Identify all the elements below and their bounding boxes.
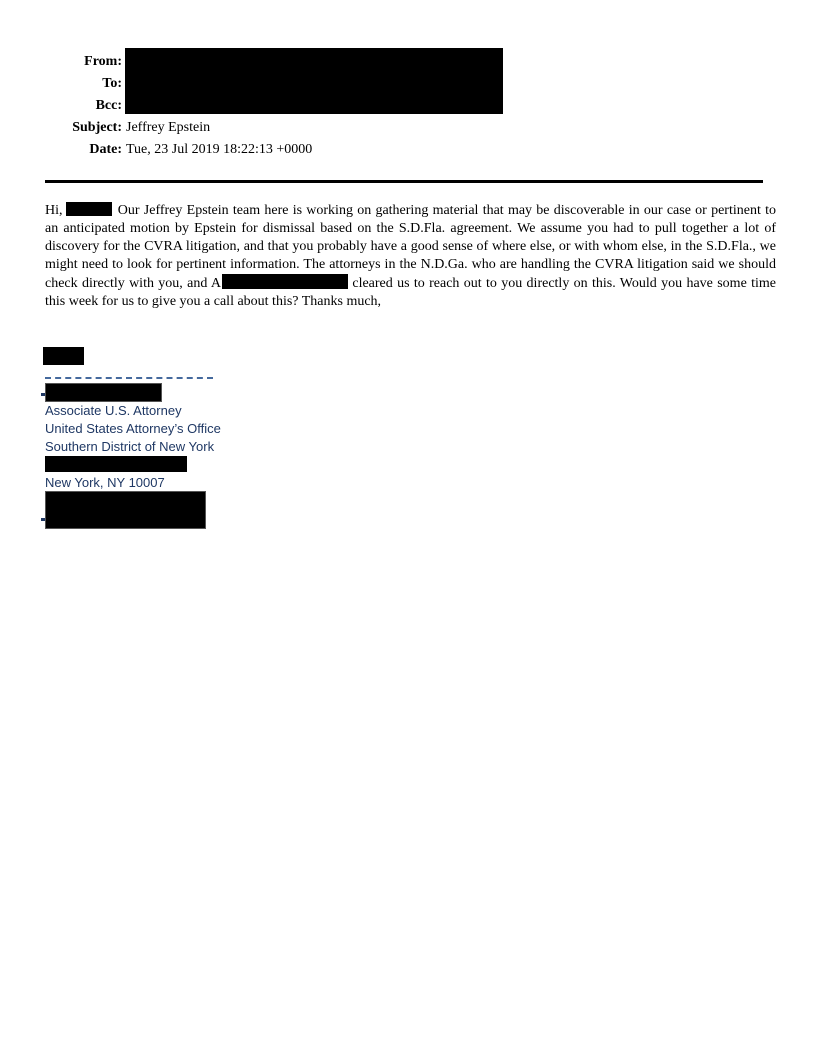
signature-city: New York, NY 10007: [45, 475, 165, 490]
date-value: Tue, 23 Jul 2019 18:22:13 +0000: [126, 142, 313, 157]
body-text-part2: cleared us to reach out to you directly on this. Would you have some time this week for us to give you a call about this? Thanks much,: [45, 276, 777, 309]
header-row-subject: [0, 117, 780, 139]
email-body-paragraph: [45, 202, 776, 311]
redaction-phone-email: [45, 491, 206, 529]
redaction-attorney-name: [222, 274, 348, 289]
signature-divider-line: [45, 371, 213, 379]
date-label: Date:: [89, 142, 122, 157]
header-separator-rule: [45, 180, 763, 183]
redaction-signature-name: [45, 383, 162, 402]
redaction-street-address: [45, 456, 187, 472]
signature-office: United States Attorney’s Office: [45, 421, 221, 436]
to-label: To:: [102, 76, 122, 91]
body-text-part1: Our Jeffrey Epstein team here is working on gathering material that may be discoverable in our case or pertinent to an anticipated motion by Epstein for dismissal based on the S.D.Fla. agreement. We assume you had to pull together a lot of discovery for the CVRA litigation, and that you probably have a good sense of where else, or with whom else, in the S.D.Fla., we might need to look for pertinent information. The attorneys in the N.D.Ga. who are handling the CVRA litigation said we should check directly with you, and A: [45, 203, 776, 291]
header-row-date: [0, 139, 780, 161]
signature-title: Associate U.S. Attorney: [45, 403, 182, 418]
redaction-recipient-name: [66, 202, 112, 216]
greeting-text: Hi,: [45, 203, 63, 218]
signature-text-lines: [45, 402, 221, 456]
subject-label: Subject:: [72, 120, 122, 135]
subject-value: Jeffrey Epstein: [126, 120, 211, 135]
from-label: From:: [84, 54, 122, 69]
email-header: [0, 51, 780, 161]
bcc-label: Bcc:: [95, 98, 122, 113]
redaction-signoff-name: [43, 347, 84, 365]
signature-district: Southern District of New York: [45, 439, 215, 454]
redaction-from-to-bcc: [125, 48, 503, 114]
